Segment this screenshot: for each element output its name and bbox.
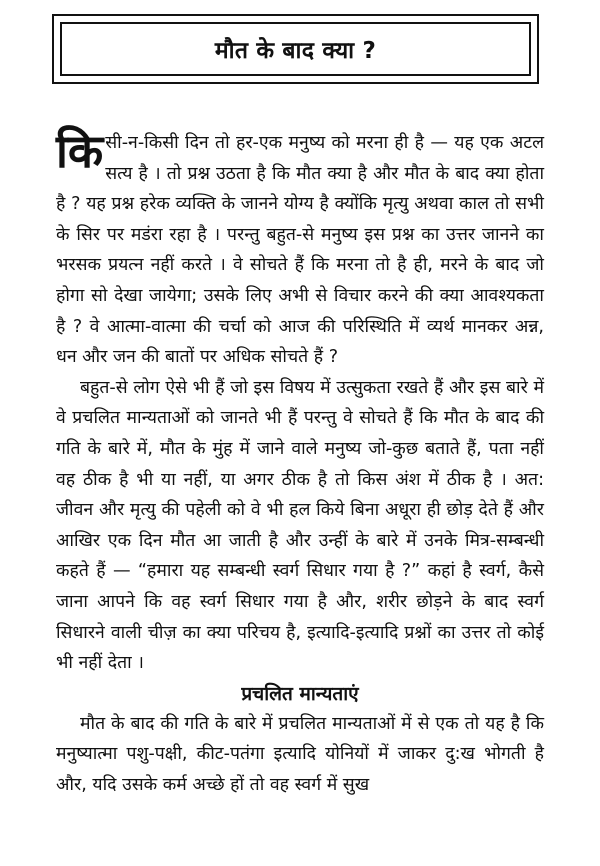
paragraph-3: मौत के बाद की गति के बारे में प्रचलित मान्यताओं में से एक तो यह है कि मनुष्यात्मा पशु-पक्षी, कीट-पतंगा इत्यादि योनियों में जाकर दु:ख भोगती है और, यदि उसके कर्म अच्छे हों तो वह स्वर्ग में सुख xyxy=(56,713,544,795)
title-box-outer xyxy=(52,14,539,84)
section-heading: प्रचलित मान्यताएं xyxy=(241,682,359,705)
paragraph-2: बहुत-से लोग ऐसे भी हैं जो इस विषय में उत्सुकता रखते हैं और इस बारे में वे प्रचलित मान्यताओं को जानते भी हैं परन्तु वे सोचते हैं कि मौत के बाद की गति के बारे में, मौत के मुंह में जाने वाले मनुष्य जो-कुछ बताते हैं, पता नहीं वह ठीक है भी या नहीं, या अगर ठीक है तो किस अंश में ठीक है । अत: जीवन और मृत्यु की पहेली को वे भी हल किये बिना अधूरा ही छोड़ देते हैं और आखिर एक दिन मौत आ जाती है और उन्हीं के बारे में उनके मित्र-सम्बन्धी कहते हैं — “हमारा यह सम्बन्धी स्वर्ग सिधार गया है ?” कहां है स्वर्ग, कैसे जाना आपने कि वह स्वर्ग सिधार गया है और, शरीर छोड़ने के बाद स्वर्ग सिधारने वाली चीज़ का क्या परिचय है, इत्यादि-इत्यादि प्रश्नों का उत्तर तो कोई भी नहीं देता । xyxy=(56,377,544,674)
title-box-inner xyxy=(60,22,531,76)
drop-cap: कि xyxy=(56,124,104,178)
paragraph-1 xyxy=(56,124,544,373)
page-title: मौत के बाद क्या ? xyxy=(214,38,377,64)
paragraph-1-text: सी-न-किसी दिन तो हर-एक मनुष्य को मरना ही है — यह एक अटल सत्य है । तो प्रश्न उठता है कि मौत क्या है और मौत के बाद क्या होता है ? यह प्रश्न हरेक व्यक्ति के जानने योग्य है क्योंकि मृत्यु अथवा काल तो सभी के सिर पर मडंरा रहा है । परन्तु बहुत-से मनुष्य इस प्रश्न का उत्तर जानने का भरसक प्रयत्न नहीं करते । वे सोचते हैं कि मरना तो है ही, मरने के बाद जो होगा सो देखा जायेगा; उसके लिए अभी से विचार करने की क्या आवश्यकता है ? वे आत्मा-वात्मा की चर्चा को आज की परिस्थिति में व्यर्थ मानकर अन्न, धन और जन की बातों पर अधिक सोचते हैं ? xyxy=(56,133,544,368)
article-body xyxy=(56,124,544,800)
